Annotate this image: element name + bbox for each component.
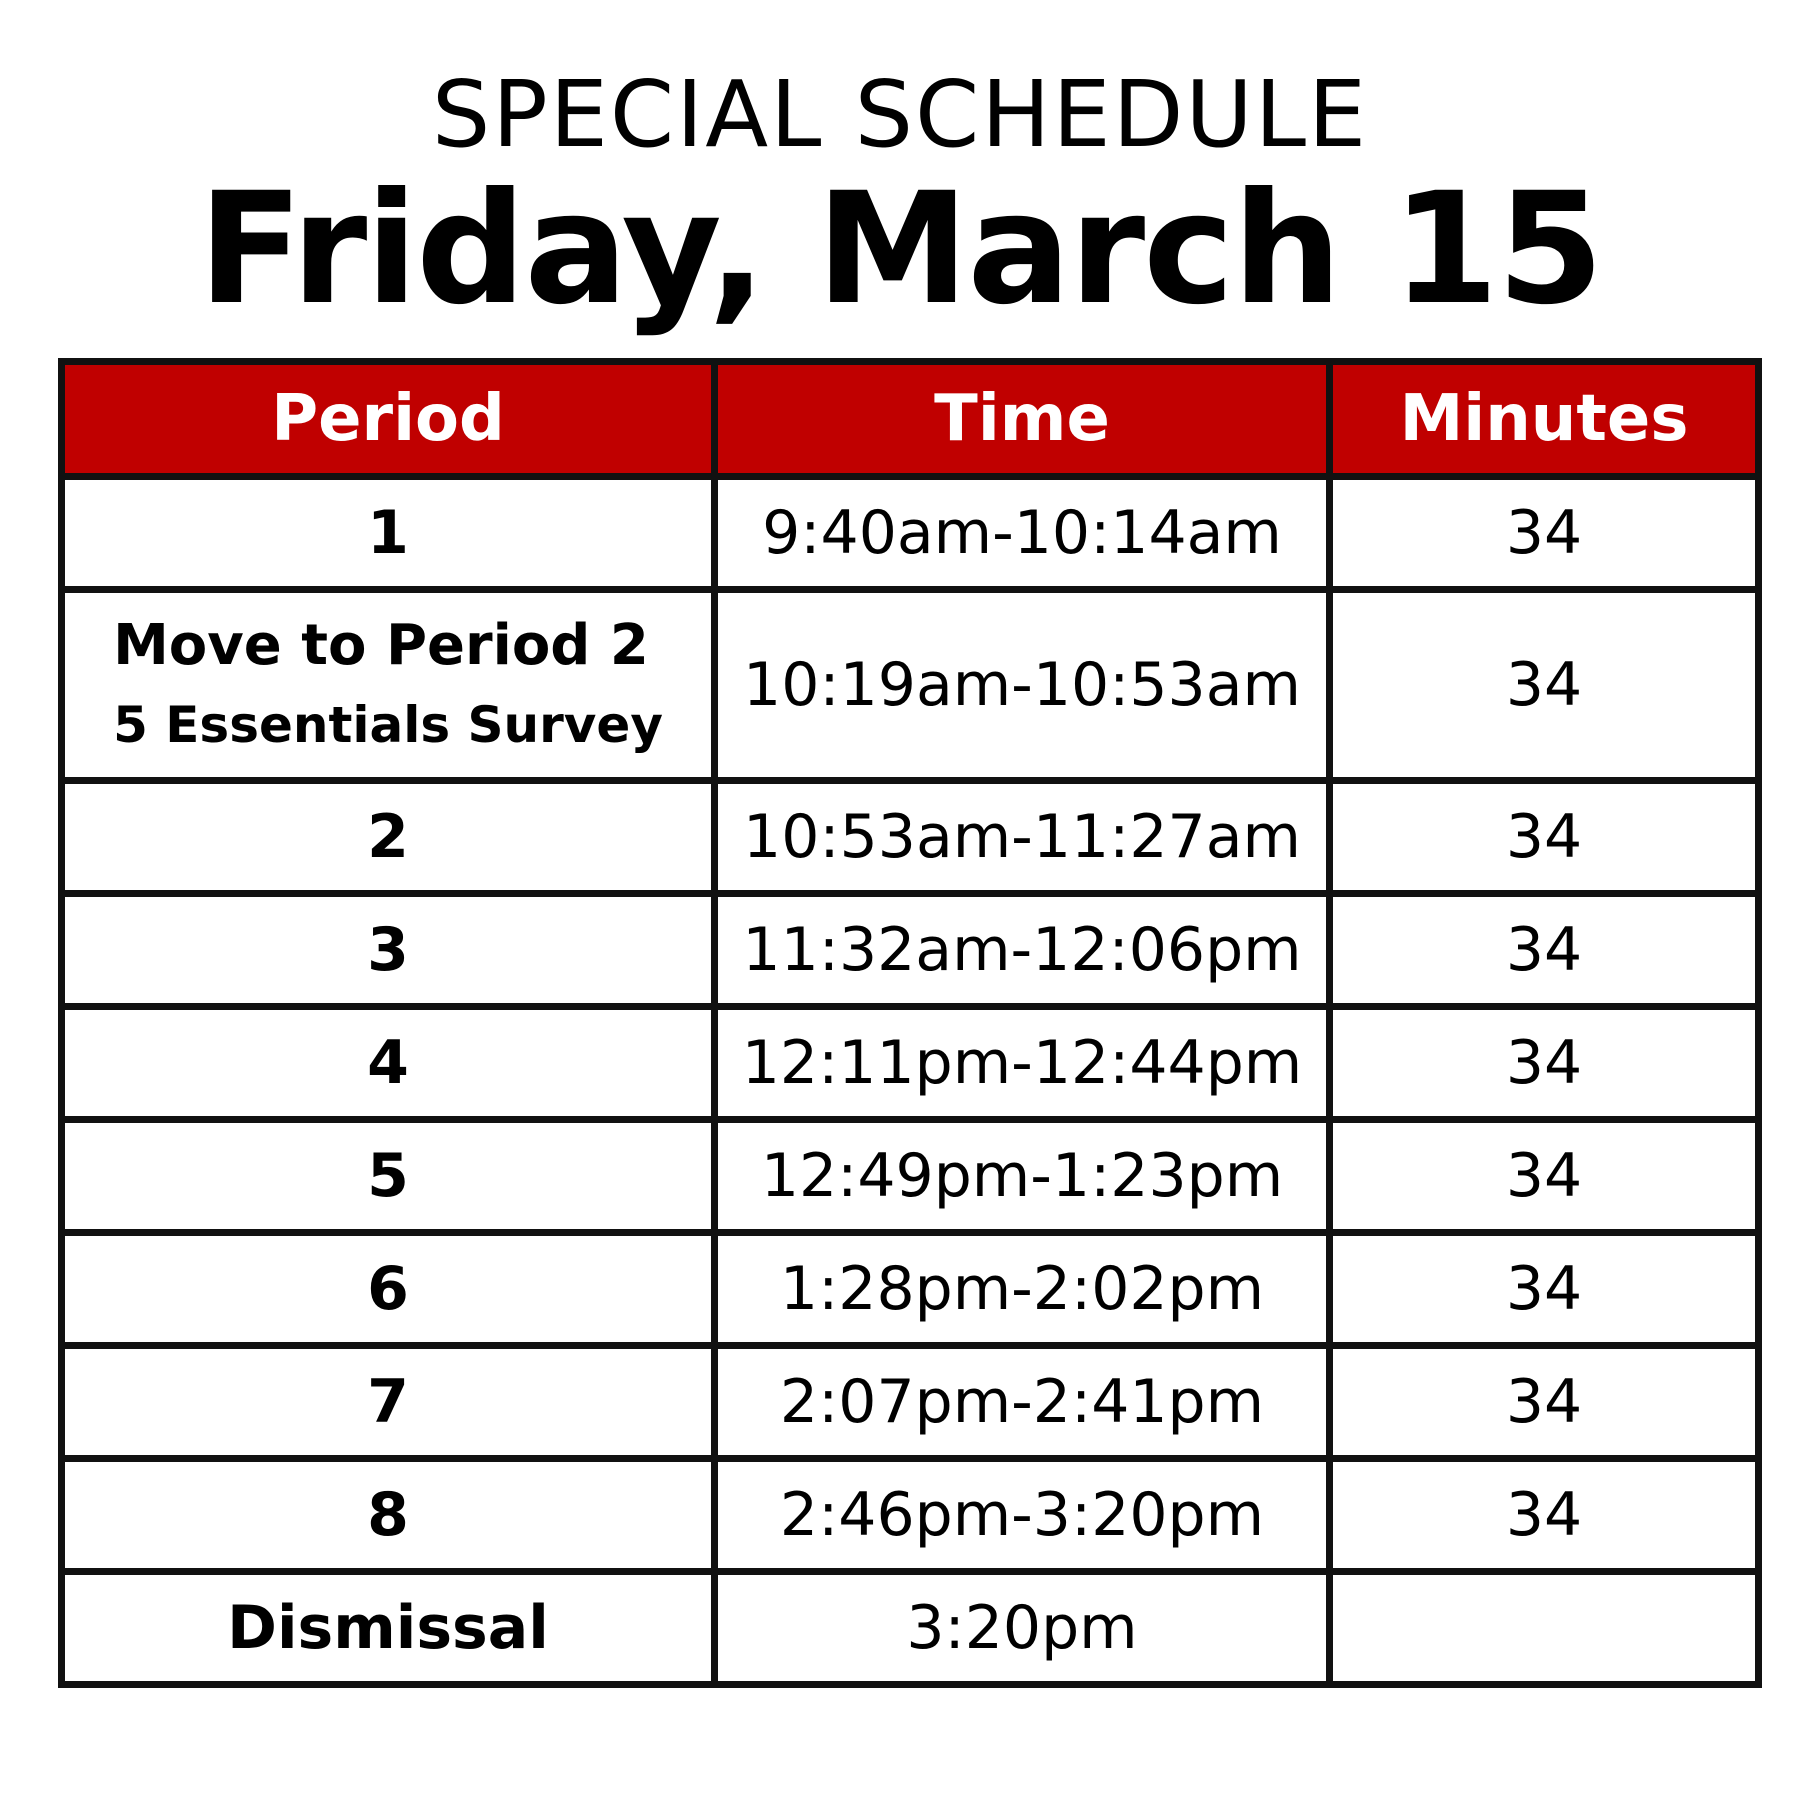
minutes-cell: 34 — [1330, 894, 1759, 1007]
period-cell: 5 — [62, 1120, 715, 1233]
table-header-row — [62, 362, 1759, 477]
schedule-subtitle: SPECIAL SCHEDULE — [431, 61, 1369, 168]
column-header-minutes: Minutes — [1330, 362, 1759, 477]
schedule-date-title: Friday, March 15 — [197, 160, 1602, 339]
time-cell: 12:11pm-12:44pm — [715, 1007, 1330, 1120]
minutes-cell: 34 — [1330, 1233, 1759, 1346]
period-cell: Dismissal — [62, 1572, 715, 1685]
period-cell: 8 — [62, 1459, 715, 1572]
time-cell: 2:46pm-3:20pm — [715, 1459, 1330, 1572]
period-cell: 7 — [62, 1346, 715, 1459]
table-row — [62, 781, 1759, 894]
table-row — [62, 477, 1759, 590]
period-cell: 4 — [62, 1007, 715, 1120]
table-row — [62, 590, 1759, 781]
minutes-cell: 34 — [1330, 781, 1759, 894]
period-multiline — [113, 606, 663, 764]
minutes-cell: 34 — [1330, 1459, 1759, 1572]
minutes-cell: 34 — [1330, 1007, 1759, 1120]
table-row — [62, 1120, 1759, 1233]
time-cell: 3:20pm — [715, 1572, 1330, 1685]
minutes-cell: 34 — [1330, 477, 1759, 590]
time-cell: 1:28pm-2:02pm — [715, 1233, 1330, 1346]
column-header-time: Time — [715, 362, 1330, 477]
period-cell: 3 — [62, 894, 715, 1007]
period-cell — [62, 590, 715, 781]
minutes-cell — [1330, 1572, 1759, 1685]
schedule-table — [58, 358, 1762, 1688]
table-row — [62, 1007, 1759, 1120]
period-cell: 1 — [62, 477, 715, 590]
table-row — [62, 1346, 1759, 1459]
minutes-cell: 34 — [1330, 590, 1759, 781]
table-row — [62, 1233, 1759, 1346]
table-row — [62, 1572, 1759, 1685]
period-cell: 2 — [62, 781, 715, 894]
time-cell: 11:32am-12:06pm — [715, 894, 1330, 1007]
period-line-2: 5 Essentials Survey — [113, 696, 663, 754]
period-line-1: Move to Period 2 — [113, 613, 649, 678]
minutes-cell: 34 — [1330, 1346, 1759, 1459]
time-cell: 10:53am-11:27am — [715, 781, 1330, 894]
period-cell: 6 — [62, 1233, 715, 1346]
table-row — [62, 1459, 1759, 1572]
time-cell: 10:19am-10:53am — [715, 590, 1330, 781]
time-cell: 9:40am-10:14am — [715, 477, 1330, 590]
minutes-cell: 34 — [1330, 1120, 1759, 1233]
time-cell: 12:49pm-1:23pm — [715, 1120, 1330, 1233]
column-header-period: Period — [62, 362, 715, 477]
time-cell: 2:07pm-2:41pm — [715, 1346, 1330, 1459]
table-row — [62, 894, 1759, 1007]
